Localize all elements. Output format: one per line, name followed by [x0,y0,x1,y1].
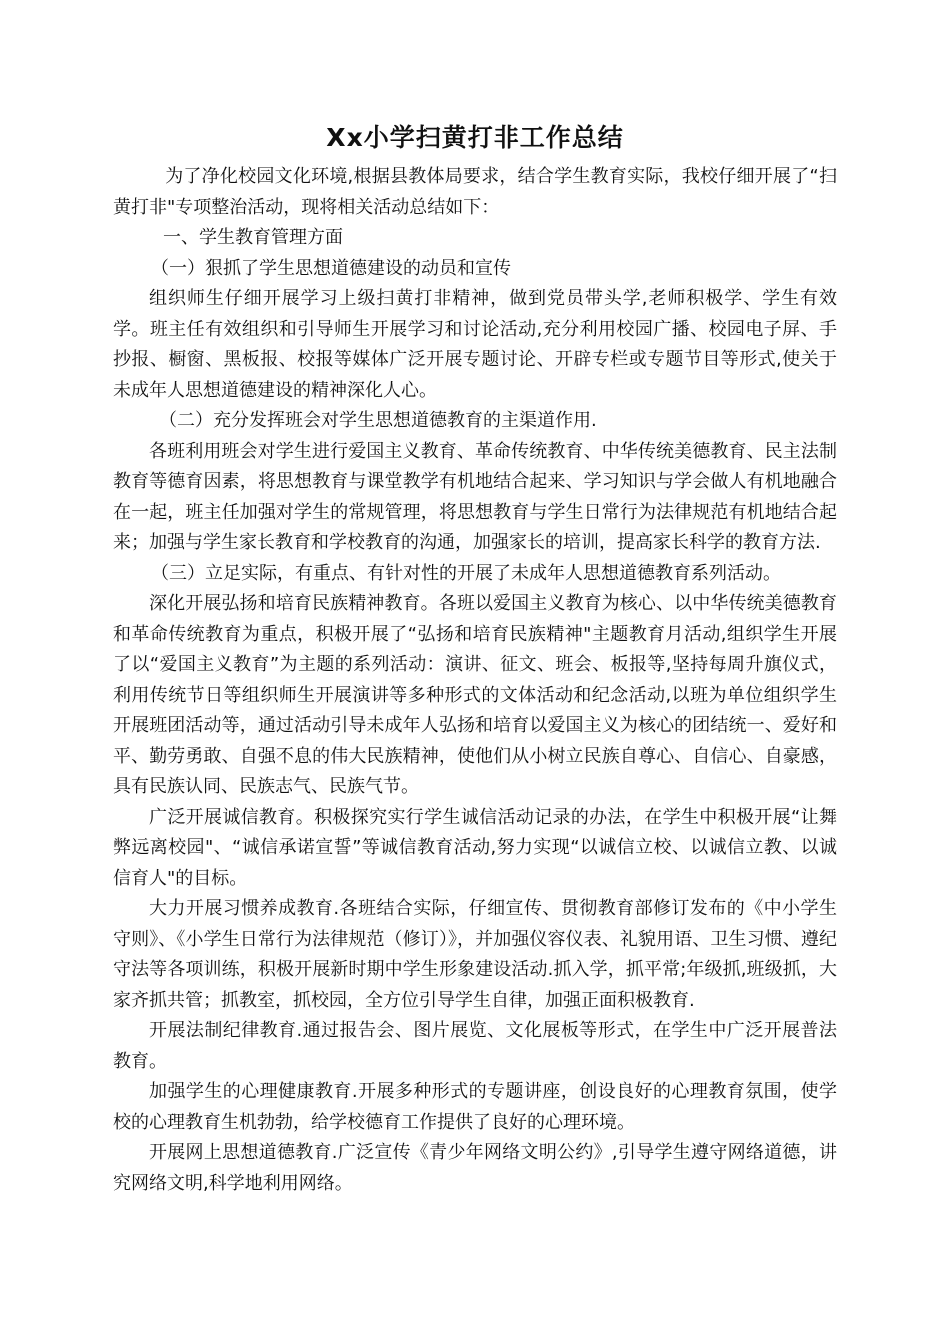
subsection-heading-3: （三）立足实际，有重点、有针对性的开展了未成年人思想道德教育系列活动。 [151,562,781,584]
section-heading-1: 一、学生教育管理方面 [163,227,343,248]
intro-paragraph: 为了净化校园文化环境,根据县教体局要求，结合学生教育实际，我校仔细开展了“扫黄打非"专项整治活动，现将相关活动总结如下： [113,166,837,218]
subsection-1-paragraph: 组织师生仔细开展学习上级扫黄打非精神，做到党员带头学,老师积极学、学生有效学。班主任有效组织和引导师生开展学习和讨论活动,充分利用校园广播、校园电子屏、手抄报、橱窗、黑板报、校报等媒体广泛开展专题讨论、开辟专栏或专题节目等形式,使关于未成年人思想道德建设的精神深化人心。 [113,288,837,401]
subsection-3-paragraph-1: 深化开展弘扬和培育民族精神教育。各班以爱国主义教育为核心、以中华传统美德教育和革命传统教育为重点，积极开展了“弘扬和培育民族精神"主题教育月活动,组织学生开展了以“爱国主义教育”为主题的系列活动：演讲、征文、班会、板报等,坚持每周升旗仪式，利用传统节日等组织师生开展演讲等多种形式的文体活动和纪念活动,以班为单位组织学生开展班团活动等，通过活动引导未成年人弘扬和培育以爱国主义为核心的团结统一、爱好和平、勤劳勇敢、自强不息的伟大民族精神，使他们从小树立民族自尊心、自信心、自豪感，具有民族认同、民族志气、民族气节。 [113,593,837,797]
subsection-heading-1: （一）狠抓了学生思想道德建设的动员和宣传 [151,257,511,279]
subsection-3-paragraph-3: 大力开展习惯养成教育.各班结合实际，仔细宣传、贯彻教育部修订发布的《中小学生守则》、《小学生日常行为法律规范（修订）》，并加强仪容仪表、礼貌用语、卫生习惯、遵纪守法等各项训练，积极开展新时期中学生形象建设活动.抓入学，抓平常;年级抓,班级抓，大家齐抓共管；抓教室，抓校园，全方位引导学生自律，加强正面积极教育. [113,898,837,1011]
subsection-3-paragraph-2: 广泛开展诚信教育。积极探究实行学生诚信活动记录的办法，在学生中积极开展“让舞弊远离校园"、“诚信承诺宣誓”等诚信教育活动,努力实现“以诚信立校、以诚信立教、以诚信育人"的目标。 [113,806,837,889]
subsection-heading-2: （二）充分发挥班会对学生思想道德教育的主渠道作用. [159,410,597,431]
subsection-2-paragraph: 各班利用班会对学生进行爱国主义教育、革命传统教育、中华传统美德教育、民主法制教育等德育因素，将思想教育与课堂教学有机地结合起来、学习知识与学会做人有机地融合在一起，班主任加强对学生的常规管理，将思想教育与学生日常行为法律规范有机地结合起来；加强与学生家长教育和学校教育的沟通，加强家长的培训，提高家长科学的教育方法. [113,440,837,553]
document-title: Xx小学扫黄打非工作总结 [326,123,624,152]
document-page [113,118,837,1199]
subsection-3-paragraph-5: 加强学生的心理健康教育.开展多种形式的专题讲座，创设良好的心理教育氛围，使学校的心理教育生机勃勃，给学校德育工作提供了良好的心理环境。 [113,1081,837,1133]
subsection-3-paragraph-6: 开展网上思想道德教育.广泛宣传《青少年网络文明公约》,引导学生遵守网络道德，讲究网络文明,科学地利用网络。 [113,1142,837,1194]
subsection-3-paragraph-4: 开展法制纪律教育.通过报告会、图片展览、文化展板等形式，在学生中广泛开展普法教育。 [113,1020,837,1072]
